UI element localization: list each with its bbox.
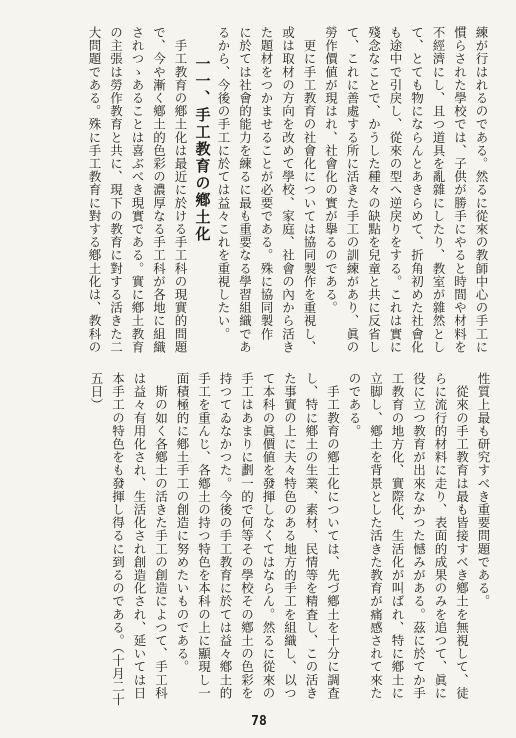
text-line: 工教育の地方化、實際化、生活化が叫ばれ、特に鄕土に: [390, 372, 405, 700]
page-number: 78: [251, 714, 267, 729]
upper-text-block: [84, 26, 493, 354]
text-line: 五日）: [89, 372, 104, 412]
text-line: 從來の手工教育は最も皆接すべき鄕土を無視して、徒: [454, 372, 470, 700]
text-line: た題材をつかませることが必要である。殊に協同製作: [259, 26, 274, 341]
text-line: 更に手工教育の社會化については協同製作を重視し、: [302, 26, 317, 354]
text-line: 斯の如く各鄕土の活きた手工の創造によつて、手工科: [153, 372, 169, 700]
text-line: で、今や漸く鄕土的色彩の濃厚なる手工科が各地に組織: [151, 26, 167, 354]
text-line: て、とても物にならんとあきらめて、折角初めた社會化: [409, 26, 425, 354]
text-line: て本科の眞價値を發揮しなくてはならん。然るに從來の: [261, 372, 276, 700]
text-line: 立脚し、鄕土を背景とした活きた教育が痛感されて來た: [368, 372, 384, 700]
text-line: るから、今後の手工に於ては益々これを重視したい。: [216, 26, 231, 341]
text-line: 或は取材の方向を改めて學校、家庭、社會の內から活き: [280, 26, 296, 354]
text-line: のである。: [347, 372, 362, 438]
text-line: も途中で引戾し、從來の型へ逆戾りをする。これは實に: [388, 26, 403, 354]
text-line: 手工教育の鄕土化については、先づ鄕土を十分に調査: [325, 372, 341, 700]
text-line: し、特に鄕土の生業、素材、民情等を精査し、この活き: [304, 372, 319, 700]
text-line: た事實の上に夫々特色のある地方的手工を組織し、以つ: [282, 372, 298, 700]
text-line: は益々有用化され、生活化され創造化され、延いては日: [132, 372, 147, 700]
text-line: に於ては社會的能力を練るに最も重要なる學習組織であ: [237, 26, 253, 354]
text-line: 慣らされた學校では、子供が勝手にやると時間や材料を: [452, 26, 468, 354]
text-line: 殘念なことで、かうした種々の缺點を兒童と共に反省し: [366, 26, 382, 354]
lower-text-block: [86, 372, 495, 707]
text-line: 手工を重んじ、各鄕土の持つ特色を本科の上に顯現し一: [196, 372, 212, 700]
text-line: 本手工の特色をも發揮し得るに到るのである。（十月二十: [110, 372, 126, 707]
text-line: 面積極的に鄕土手工の創造に努めたいものである。: [175, 372, 190, 674]
text-line: されつゝあることは喜ぶべき現實である。實に鄕土教育: [130, 26, 145, 354]
section-heading: 一一、手工教育の鄕土化: [193, 56, 212, 243]
text-line: 手工はあまりに劃一的で何等その學校その鄕土の色彩を: [239, 372, 255, 700]
text-line: 練が行はれるのである。然るに從來の教師中心の手工に: [474, 26, 489, 354]
text-line: 大問題である。殊に手工教育に對する鄕土化は、教科の: [87, 26, 102, 354]
text-line: の主張は勞作教育と共に、現下の教育に對する活きた二: [108, 26, 124, 354]
text-line: 性質上最も研究すべき重要問題である。: [476, 372, 491, 608]
text-line: て、これに善處する所に活きた手工の訓練があり、眞の: [345, 26, 360, 354]
text-line: らに流行的材料に走り、表面的成果のみを追つて、眞に: [433, 372, 448, 700]
text-line: 手工教育の鄕土化は最近に於ける手工科の現實的問題: [173, 26, 188, 354]
text-line: 持つてゐなかつた。今後の手工教育に於ては益々鄕土的: [218, 372, 233, 700]
text-line: 勞作價値が現はれ、社會化の實が擧るのである。: [323, 26, 339, 315]
text-line: 不經濟にし、且つ道具を亂雜にしたり、教室が雜然とし: [431, 26, 446, 354]
text-line: 役に立つ教育が出來なかつた憾みがある。茲に於てか手: [411, 372, 427, 700]
